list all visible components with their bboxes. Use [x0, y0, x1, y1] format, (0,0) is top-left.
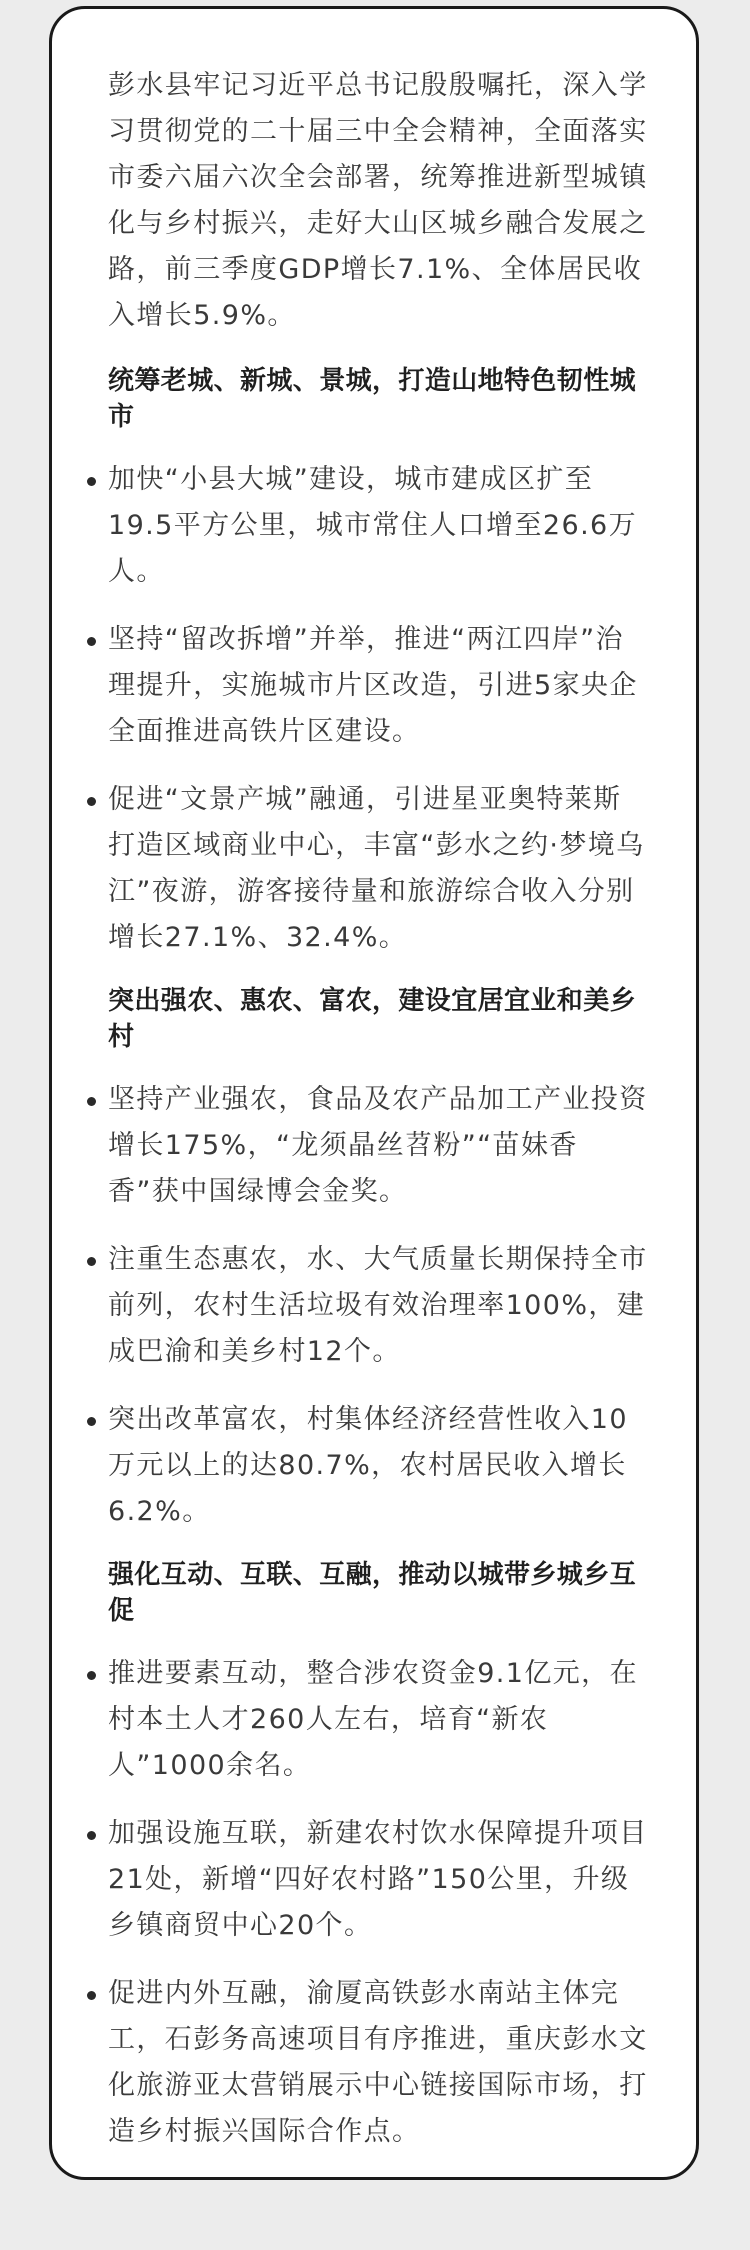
list-item-text: 突出改革富农，村集体经济经营性收入10万元以上的达80.7%，农村居民收入增长6.2%。: [108, 1404, 628, 1527]
article-card: [49, 6, 699, 2180]
list-item-text: 坚持“留改拆增”并举，推进“两江四岸”治理提升，实施城市片区改造，引进5家央企全面推进高铁片区建设。: [108, 624, 638, 747]
section-heading-rural: 突出强农、惠农、富农，建设宜居宜业和美乡村: [108, 986, 637, 1052]
bullet-dot: [87, 797, 96, 806]
bullet-dot: [87, 1991, 96, 2000]
list-item-text: 加强设施互联，新建农村饮水保障提升项目21处，新增“四好农村路”150公里，升级乡镇商贸中心20个。: [108, 1818, 648, 1941]
bullet-dot: [87, 637, 96, 646]
list-item-text: 坚持产业强农，食品及农产品加工产业投资增长175%，“龙须晶丝苕粉”“苗妹香香”获中国绿博会金奖。: [108, 1084, 648, 1207]
list-item: [108, 1651, 648, 1789]
bullet-dot: [87, 1097, 96, 1106]
list-item: [108, 1397, 648, 1535]
list-item-text: 加快“小县大城”建设，城市建成区扩至19.5平方公里，城市常住人口增至26.6万人。: [108, 464, 638, 587]
bullet-dot: [87, 477, 96, 486]
list-item: [108, 1811, 648, 1949]
bullet-dot: [87, 1831, 96, 1840]
list-item-text: 注重生态惠农，水、大气质量长期保持全市前列，农村生活垃圾有效治理率100%，建成巴渝和美乡村12个。: [108, 1244, 648, 1367]
bullet-dot: [87, 1671, 96, 1680]
bullet-dot: [87, 1257, 96, 1266]
list-item-text: 推进要素互动，整合涉农资金9.1亿元，在村本土人才260人左右，培育“新农人”1000余名。: [108, 1658, 638, 1781]
intro-paragraph: 彭水县牢记习近平总书记殷殷嘱托，深入学习贯彻党的二十届三中全会精神，全面落实市委六届六次全会部署，统筹推进新型城镇化与乡村振兴，走好大山区城乡融合发展之路，前三季度GDP增长7.1%、全体居民收入增长5.9%。: [108, 70, 648, 331]
list-item-text: 促进“文景产城”融通，引进星亚奥特莱斯打造区域商业中心，丰富“彭水之约·梦境乌江”夜游，游客接待量和旅游综合收入分别增长27.1%、32.4%。: [108, 784, 645, 953]
article-content: [108, 63, 648, 2155]
list-item: [108, 1971, 648, 2155]
section-heading-integration: 强化互动、互联、互融，推动以城带乡城乡互促: [108, 1560, 637, 1626]
list-item: [108, 777, 648, 961]
list-item: [108, 617, 648, 755]
list-item: [108, 457, 648, 595]
list-item: [108, 1237, 648, 1375]
section-heading-urban: 统筹老城、新城、景城，打造山地特色韧性城市: [108, 366, 637, 432]
list-item-text: 促进内外互融，渝厦高铁彭水南站主体完工，石彭务高速项目有序推进，重庆彭水文化旅游亚太营销展示中心链接国际市场，打造乡村振兴国际合作点。: [108, 1978, 648, 2147]
list-item: [108, 1077, 648, 1215]
bullet-dot: [87, 1417, 96, 1426]
